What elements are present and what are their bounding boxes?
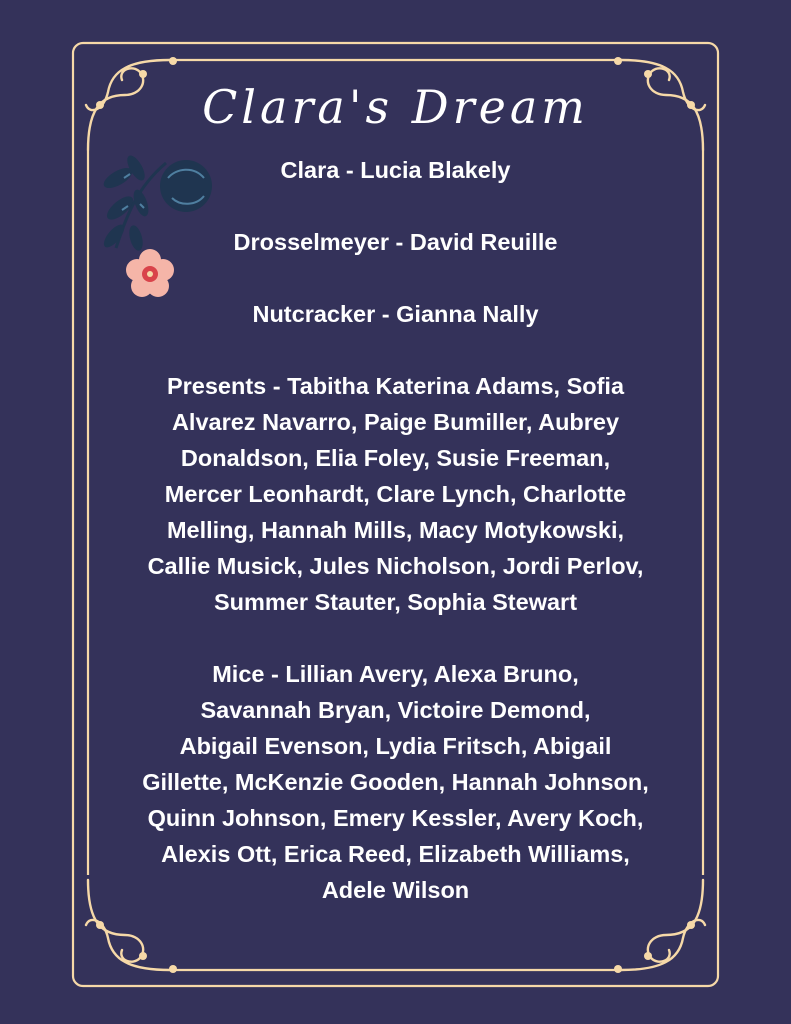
cast-group-mice	[80, 656, 711, 908]
cast-role-clara: Clara - Lucia Blakely	[280, 157, 511, 183]
program-title: Clara's Dream	[202, 80, 589, 134]
mice-line: Alexis Ott, Erica Reed, Elizabeth Williams,	[161, 841, 630, 867]
mice-line: Savannah Bryan, Victoire Demond,	[200, 697, 591, 723]
cast-list	[80, 152, 711, 908]
presents-line: Alvarez Navarro, Paige Bumiller, Aubrey	[171, 409, 620, 435]
mice-line: Gillette, McKenzie Gooden, Hannah Johnson,	[142, 769, 649, 795]
presents-line: Presents - Tabitha Katerina Adams, Sofia	[166, 373, 625, 399]
mice-line: Mice - Lillian Avery, Alexa Bruno,	[212, 661, 579, 687]
presents-line: Mercer Leonhardt, Clare Lynch, Charlotte	[164, 481, 627, 507]
mice-line: Quinn Johnson, Emery Kessler, Avery Koch,	[147, 805, 644, 831]
presents-line: Donaldson, Elia Foley, Susie Freeman,	[180, 445, 611, 471]
mice-line: Abigail Evenson, Lydia Fritsch, Abigail	[179, 733, 612, 759]
presents-line: Melling, Hannah Mills, Macy Motykowski,	[166, 517, 625, 543]
presents-line: Callie Musick, Jules Nicholson, Jordi Perlov,	[147, 553, 644, 579]
mice-line: Adele Wilson	[321, 877, 470, 903]
presents-line: Summer Stauter, Sophia Stewart	[213, 589, 578, 615]
cast-role-drosselmeyer: Drosselmeyer - David Reuille	[233, 229, 558, 255]
cast-group-presents	[80, 368, 711, 620]
cast-role-nutcracker: Nutcracker - Gianna Nally	[252, 301, 539, 327]
